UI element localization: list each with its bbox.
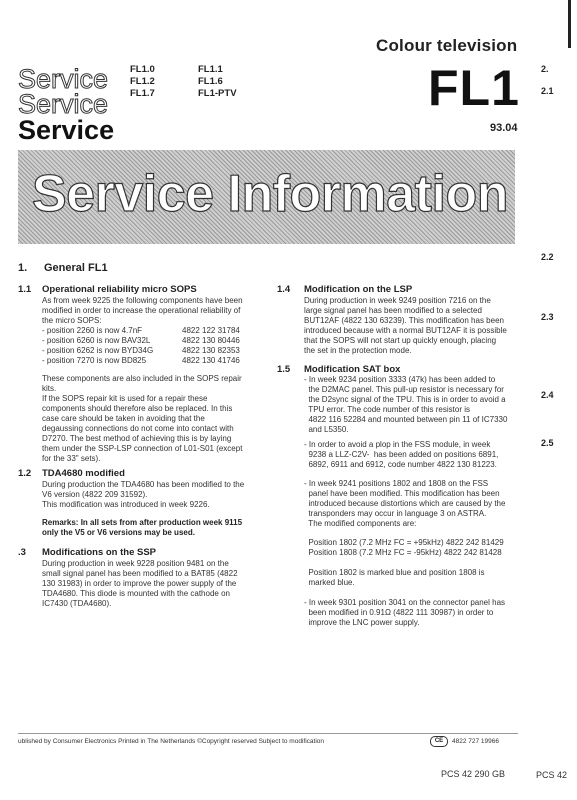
paragraph: Position 1802 (7.2 MHz FC = +95kHz) 4822 242 81429 Position 1808 (7.2 MHz FC = -95kHz) 4822 242 81428: [308, 538, 504, 557]
footer-rule: [18, 733, 518, 734]
issue-date: 93.04: [490, 122, 518, 134]
model-item: FL1.6: [198, 76, 223, 87]
section-title: General FL1: [44, 262, 108, 274]
paragraph: During production the TDA4680 has been modified to the V6 version (4822 209 31592). This modification was introduced in week 9226.: [42, 480, 245, 509]
margin-num: 2.5: [541, 438, 554, 448]
margin-num: 2.1: [541, 86, 554, 96]
subsection-title: Modification on the LSP: [304, 284, 413, 295]
doc-code: 4822 727 19966: [452, 738, 499, 745]
service-word-1: Service: [18, 64, 109, 94]
subsection-title: Modifications on the SSP: [42, 547, 157, 558]
service-word-3: Service: [18, 115, 115, 145]
margin-num: 2.2: [541, 252, 554, 262]
ce-logo: CE: [430, 736, 448, 747]
margin-num: 2.: [541, 64, 549, 74]
paragraph: Position 1802 is marked blue and position 1808 is marked blue.: [308, 568, 485, 587]
margin-num: 2.3: [541, 312, 554, 322]
subsection-title: TDA4680 modified: [42, 468, 125, 479]
subsection-num: 1.2: [18, 468, 32, 479]
doc-title: Colour television: [376, 36, 518, 55]
paragraph: As from week 9225 the following components have been modified in order to increase the operational reliability of the micro SOPS:: [42, 296, 243, 325]
paragraph: - In order to avoid a plop in the FSS module, in week 9238 a LLZ-C2V- has been added on positions 6891, 6892, 6911 and 6912, code number 4822 130 81223.: [304, 440, 499, 469]
pcs-code: PCS 42 290 GB: [441, 769, 506, 779]
models-col-1: [130, 64, 155, 100]
part-row: - position 6260 is now BAV32L 4822 130 80446: [42, 336, 240, 345]
paragraph: - In week 9301 position 3041 on the connector panel has been modified in 0.91Ω (4822 111 30987) in order to improve the LNC power supply.: [304, 598, 506, 627]
chassis-logo: FL1: [428, 60, 520, 116]
subsection-num: 1.5: [277, 364, 291, 375]
model-item: FL1-PTV: [198, 88, 237, 99]
paragraph: These components are also included in the SOPS repair kits. If the SOPS repair kit is used for a repair these components should therefore also be replaced. In this case care should be taken in avoiding that the degaussing connections do not come into contact with D7270. The best method of achieving this is by laying them under the SSP-LSP connection of L01-S01 (except for the 33" sets).: [42, 374, 243, 463]
model-item: FL1.0: [130, 64, 155, 75]
service-word-2: Service: [18, 89, 109, 119]
parts-list: [42, 326, 240, 366]
remark: Remarks: In all sets from after production week 9115 only the V5 or V6 versions may be used.: [42, 518, 243, 537]
subsection-title: Modification SAT box: [304, 364, 401, 375]
model-item: FL1.1: [198, 64, 223, 75]
edge-bar: [568, 0, 571, 48]
part-row: - position 6262 is now BYD34G 4822 130 82353: [42, 346, 240, 355]
paragraph: - In week 9241 positions 1802 and 1808 on the FSS panel have been modified. This modification has been introduced because distortions which are caused by the transponders may occur in language 3 on ASTRA. The modified components are:: [304, 479, 506, 528]
margin-num: 2.4: [541, 390, 554, 400]
service-info-banner: [18, 150, 515, 244]
model-item: FL1.2: [130, 76, 155, 87]
paragraph: During production in week 9228 position 9481 on the small signal panel has been modified to a BAT85 (4822 130 31983) in order to improve the power supply of the TDA4680. This diode is mounted with the cathode on IC7430 (TDA4680).: [42, 559, 238, 608]
part-row: - position 2260 is now 4.7nF 4822 122 31784: [42, 326, 240, 335]
banner-title: Service Information: [32, 165, 508, 223]
subsection-num: .3: [18, 547, 26, 558]
pcs-code-next: PCS 42: [536, 770, 568, 780]
footer-text: ublished by Consumer Electronics Printed in The Netherlands ©Copyright reserved Subject to modification: [18, 738, 324, 745]
subsection-num: 1.4: [277, 284, 291, 295]
subsection-title: Operational reliability micro SOPS: [42, 284, 197, 295]
paragraph: - In week 9234 position 3333 (47k) has been added to the D2MAC panel. This pull-up resistor is necessary for the D2sync signal of the TPU. This is in order to avoid a TPU error. The code number of this resistor is 4822 116 52284 and mounted between pin 11 of IC7330 and L5350.: [304, 375, 508, 434]
models-col-2: [198, 64, 237, 100]
subsection-num: 1.1: [18, 284, 32, 295]
paragraph: During production in week 9249 position 7216 on the large signal panel has been modified to a selected BUT12AF (4822 130 63239). This modification has been introduced because with a normal BUT12AF it is possible that the SOPS will not start up quickly enough, placing the set in the protection mode.: [304, 296, 507, 355]
section-num: 1.: [18, 262, 28, 274]
part-row: - position 7270 is now BD825 4822 130 41746: [42, 356, 240, 365]
model-item: FL1.7: [130, 88, 155, 99]
